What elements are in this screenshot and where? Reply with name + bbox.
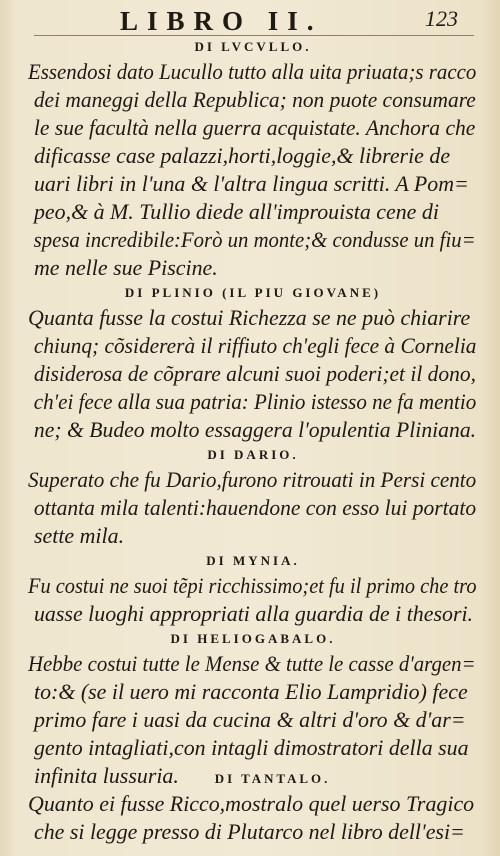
section-heading: DI HELIOGABALO. [170, 631, 336, 646]
text-line: Superato che fu Dario,furono ritrouati in Persi cento [28, 467, 477, 492]
text-line: Fu costui ne suoi tẽpi ricchissimo;et fu il primo che tro [28, 573, 477, 598]
text-line: ne; & Budeo molto essaggera l'opulentia Pliniana. [33, 417, 477, 442]
section-lucullo [28, 36, 478, 282]
running-head: LIBRO II. [120, 6, 323, 36]
section-heading-tantalo: DI TANTALO. [214, 771, 331, 786]
text-line: le sue facultà nella guerra acquistate. Anchora che [33, 115, 476, 140]
text-line: chiunq; cõsidererà il riffiuto ch'egli fece à Cornelia [33, 333, 477, 358]
text-line [28, 762, 476, 790]
text-line: sette mila. [33, 523, 125, 548]
page-number: 123 [425, 6, 458, 31]
text-line: dei maneggi della Republica; non puote consumare [33, 87, 476, 112]
text-line: peo,& à M. Tullio diede all'improuista cene di [33, 199, 439, 224]
text-line: Essendosi dato Lucullo tutto alla uita priuata;s racco [28, 59, 477, 84]
section-heading: DI PLINIO (IL PIU GIOVANE) [124, 285, 382, 300]
text-line: spesa incredibile:Forò un monte;& condusse un fiu= [33, 227, 476, 252]
text-line-content: infinita lussuria. [33, 763, 179, 788]
text-line: me nelle sue Piscine. [33, 255, 218, 280]
section-dario [28, 444, 478, 550]
section-tantalo [28, 790, 478, 846]
text-line: dificasse case palazzi,horti,loggie,& librerie de [33, 143, 451, 168]
text-line: che si legge presso di Plutarco nel libro dell'esi= [33, 819, 465, 844]
text-line: uasse luoghi appropriati alla guardia de i thesori. [33, 601, 474, 626]
text-line: to:& (se il uero mi racconta Elio Lampridio) fece [33, 679, 468, 704]
page-body [28, 36, 478, 846]
text-line: Quanta fusse la costui Richezza se ne può chiarire [28, 305, 471, 330]
text-line: primo fare i uasi da cucina & altri d'oro & d'ar= [33, 707, 466, 732]
text-line: disiderosa de cõprare alcuni suoi poderi;et il dono, [33, 361, 476, 386]
section-heliogabalo [28, 628, 478, 790]
section-heading: DI DARIO. [207, 447, 299, 462]
text-line: uari libri in l'una & l'altra lingua scritti. A Pom= [33, 171, 469, 196]
section-heading: DI LVCVLLO. [194, 39, 312, 54]
text-line: ottanta mila talenti:hauendone con esso lui portato [33, 495, 477, 520]
text-line: Hebbe costui tutte le Mense & tutte le casse d'argen= [28, 651, 476, 676]
section-mynia [28, 550, 478, 628]
section-plinio [28, 282, 478, 444]
section-heading: DI MYNIA. [206, 553, 300, 568]
page-header [0, 4, 500, 34]
text-line: ch'ei fece alla sua patria: Plinio istesso ne fa mentio [33, 389, 477, 414]
text-line: Quanto ei fusse Ricco,mostralo quel uerso Tragico [28, 791, 475, 816]
text-line: gento intagliati,con intagli dimostratori della sua [33, 735, 469, 760]
